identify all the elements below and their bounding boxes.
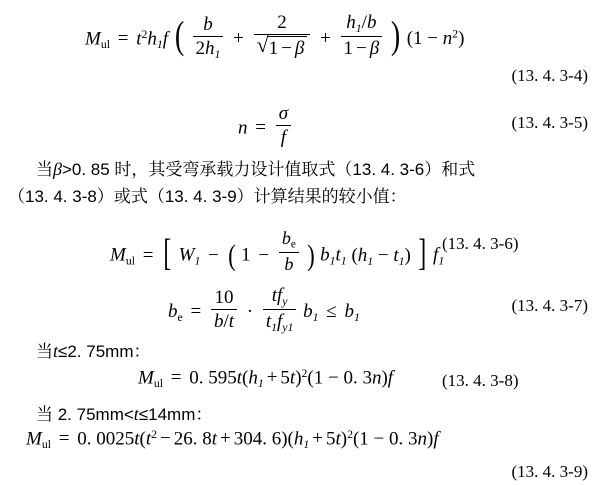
condition-t-le-275 (36, 337, 150, 362)
symbol-W: W (178, 244, 195, 266)
symbol-b: b (168, 301, 178, 323)
symbol-f1: f (433, 244, 439, 266)
operator-minus: − (208, 244, 219, 266)
equation-13-4-3-9: $M_{ul} = 0$. $0025t(t^2 - 26$. 8t + 304. $6)(h1 + 5t)^2(1 - 0$. 3n)f (26, 428, 439, 452)
fraction-2-over-sqrt (254, 12, 311, 60)
sqrt-1-minus-beta (256, 33, 308, 60)
coefficient-0595: 0. 595 (189, 367, 237, 389)
equation-13-4-3-4: $M_{ul} = t^2h1f$ ( $\frac{b}{2h1}$ + 2 √ 1 − β + $\frac{h1/b}{1 - \beta}$ ) $(1 - n^2)$ (85, 12, 465, 62)
fraction-numerator: 2 (254, 12, 311, 35)
operator-equals: = (190, 301, 202, 323)
fraction-h1b-over-1minusbeta (341, 12, 383, 59)
condition-text-post: ≤14mm： (138, 405, 213, 424)
symbol-M: M (110, 244, 126, 266)
symbol-beta: β (53, 159, 62, 179)
condition-text-pre: 当 (36, 342, 53, 361)
equation-tag-13-4-3-5: (13. 4. 3-5) (511, 113, 588, 132)
operator-equals: = (142, 244, 154, 266)
factor-h1-minus-t1: (h1 − t1) (351, 244, 411, 268)
paragraph-text-mid: >0. 85 时，其受弯承载力设计值取式（13. 4. 3-6）和式 (61, 160, 476, 179)
operator-le: ≤ (326, 301, 337, 323)
symbol-M: M (138, 367, 154, 389)
symbol-t: t (136, 28, 142, 50)
symbol-b1: b (303, 301, 313, 323)
fraction-denominator: b/t (213, 310, 235, 332)
fraction-denominator: f (280, 127, 287, 149)
equation-tag-13-4-3-7: (13. 4. 3-7) (511, 296, 588, 315)
equation-tag-13-4-3-9: (13. 4. 3-9) (511, 462, 588, 481)
fraction-numerator: b (193, 14, 224, 37)
operator-times: · (246, 301, 254, 323)
operator-equals: = (58, 428, 70, 450)
equation-13-4-3-7: $b_e$ = $\frac{10}{b/t}$ · $\frac{\text{tfy}}{t1fy1}$ b1 ≤ b1 (168, 285, 360, 334)
condition-text-post: ≤2. 75mm： (58, 342, 151, 361)
number-1: 1 (241, 244, 251, 266)
symbol-M: M (26, 428, 42, 450)
equation-13-4-3-6: $M_{ul}$ = [ W1 − ( 1 − $\frac{b_e}{b}$ ) b1t1 (h1 − t1) ] f1 (110, 228, 445, 275)
exponent-2: 2 (141, 27, 148, 41)
subscript-ul: ul (100, 38, 110, 52)
symbol-M: M (85, 28, 101, 50)
fraction-numerator: σ (276, 103, 291, 126)
paragraph-text-pre: 当 (36, 160, 53, 179)
condition-text-pre: 当 2. 75mm< (36, 405, 134, 424)
paragraph-beta-condition-line2: （13. 4. 3-8）或式（13. 4. 3-9）计算结果的较小值： (8, 187, 407, 206)
fraction-denominator: b (284, 254, 294, 275)
symbol-b1-rhs: b (344, 301, 354, 323)
equation-tag-13-4-3-8: (13. 4. 3-8) (442, 371, 519, 390)
fraction-numerator: $b_e$ (279, 228, 299, 253)
symbol-t: t (53, 341, 59, 361)
equation-tag-13-4-3-6: (13. 4. 3-6) (442, 234, 519, 253)
operator-equals: = (170, 367, 182, 389)
fraction-be-over-b (279, 228, 299, 274)
subscript-ul: ul (41, 438, 51, 452)
fraction-numerator: 10 (211, 287, 237, 310)
operator-plus: + (233, 28, 244, 50)
fraction-tfy-over-t1fy1 (263, 285, 297, 334)
equation-13-4-3-5 (238, 103, 293, 149)
factor-1-minus-n2: $(1 - n^2)$ (406, 27, 465, 50)
symbol-t: t (133, 404, 139, 424)
operator-equals: = (255, 117, 266, 139)
subscript-1: 1 (156, 38, 163, 52)
symbol-f: f (162, 28, 169, 50)
fraction-denominator (254, 35, 311, 59)
coefficient-00025: 0. 0025 (77, 428, 135, 450)
fraction-numerator: tfy (263, 285, 297, 310)
equation-tag-13-4-3-4: (13. 4. 3-4) (511, 66, 588, 85)
subscript-ul: ul (153, 377, 163, 391)
symbol-h: h (147, 28, 157, 50)
fraction-denominator: 1 − β (343, 38, 380, 60)
operator-plus: + (320, 28, 331, 50)
radicand: 1 − β (267, 36, 308, 59)
operator-minus: − (258, 244, 270, 266)
equation-13-4-3-8: $M_{ul} = 0$. $595t(h1 + 5t)^2(1 - 0$. 3n)f (138, 367, 394, 391)
fraction-numerator: h1/b (341, 12, 383, 37)
fraction-b-over-2h1 (193, 14, 224, 61)
symbol-b1: b (320, 244, 330, 266)
subscript-1: 1 (194, 254, 201, 268)
fraction-denominator: t1fy1 (265, 310, 294, 334)
subscript-ul: ul (125, 254, 135, 268)
fraction-10-over-bt (211, 287, 237, 333)
subscript-e: e (177, 310, 183, 324)
condition-t-range (36, 400, 212, 425)
radical-sign-icon: √ (256, 33, 269, 58)
paragraph-beta-condition-line1 (36, 155, 475, 180)
fraction-sigma-over-f (276, 103, 291, 149)
symbol-n: n (238, 117, 248, 139)
fraction-denominator: 2h1 (195, 38, 221, 62)
operator-equals: = (117, 28, 129, 50)
